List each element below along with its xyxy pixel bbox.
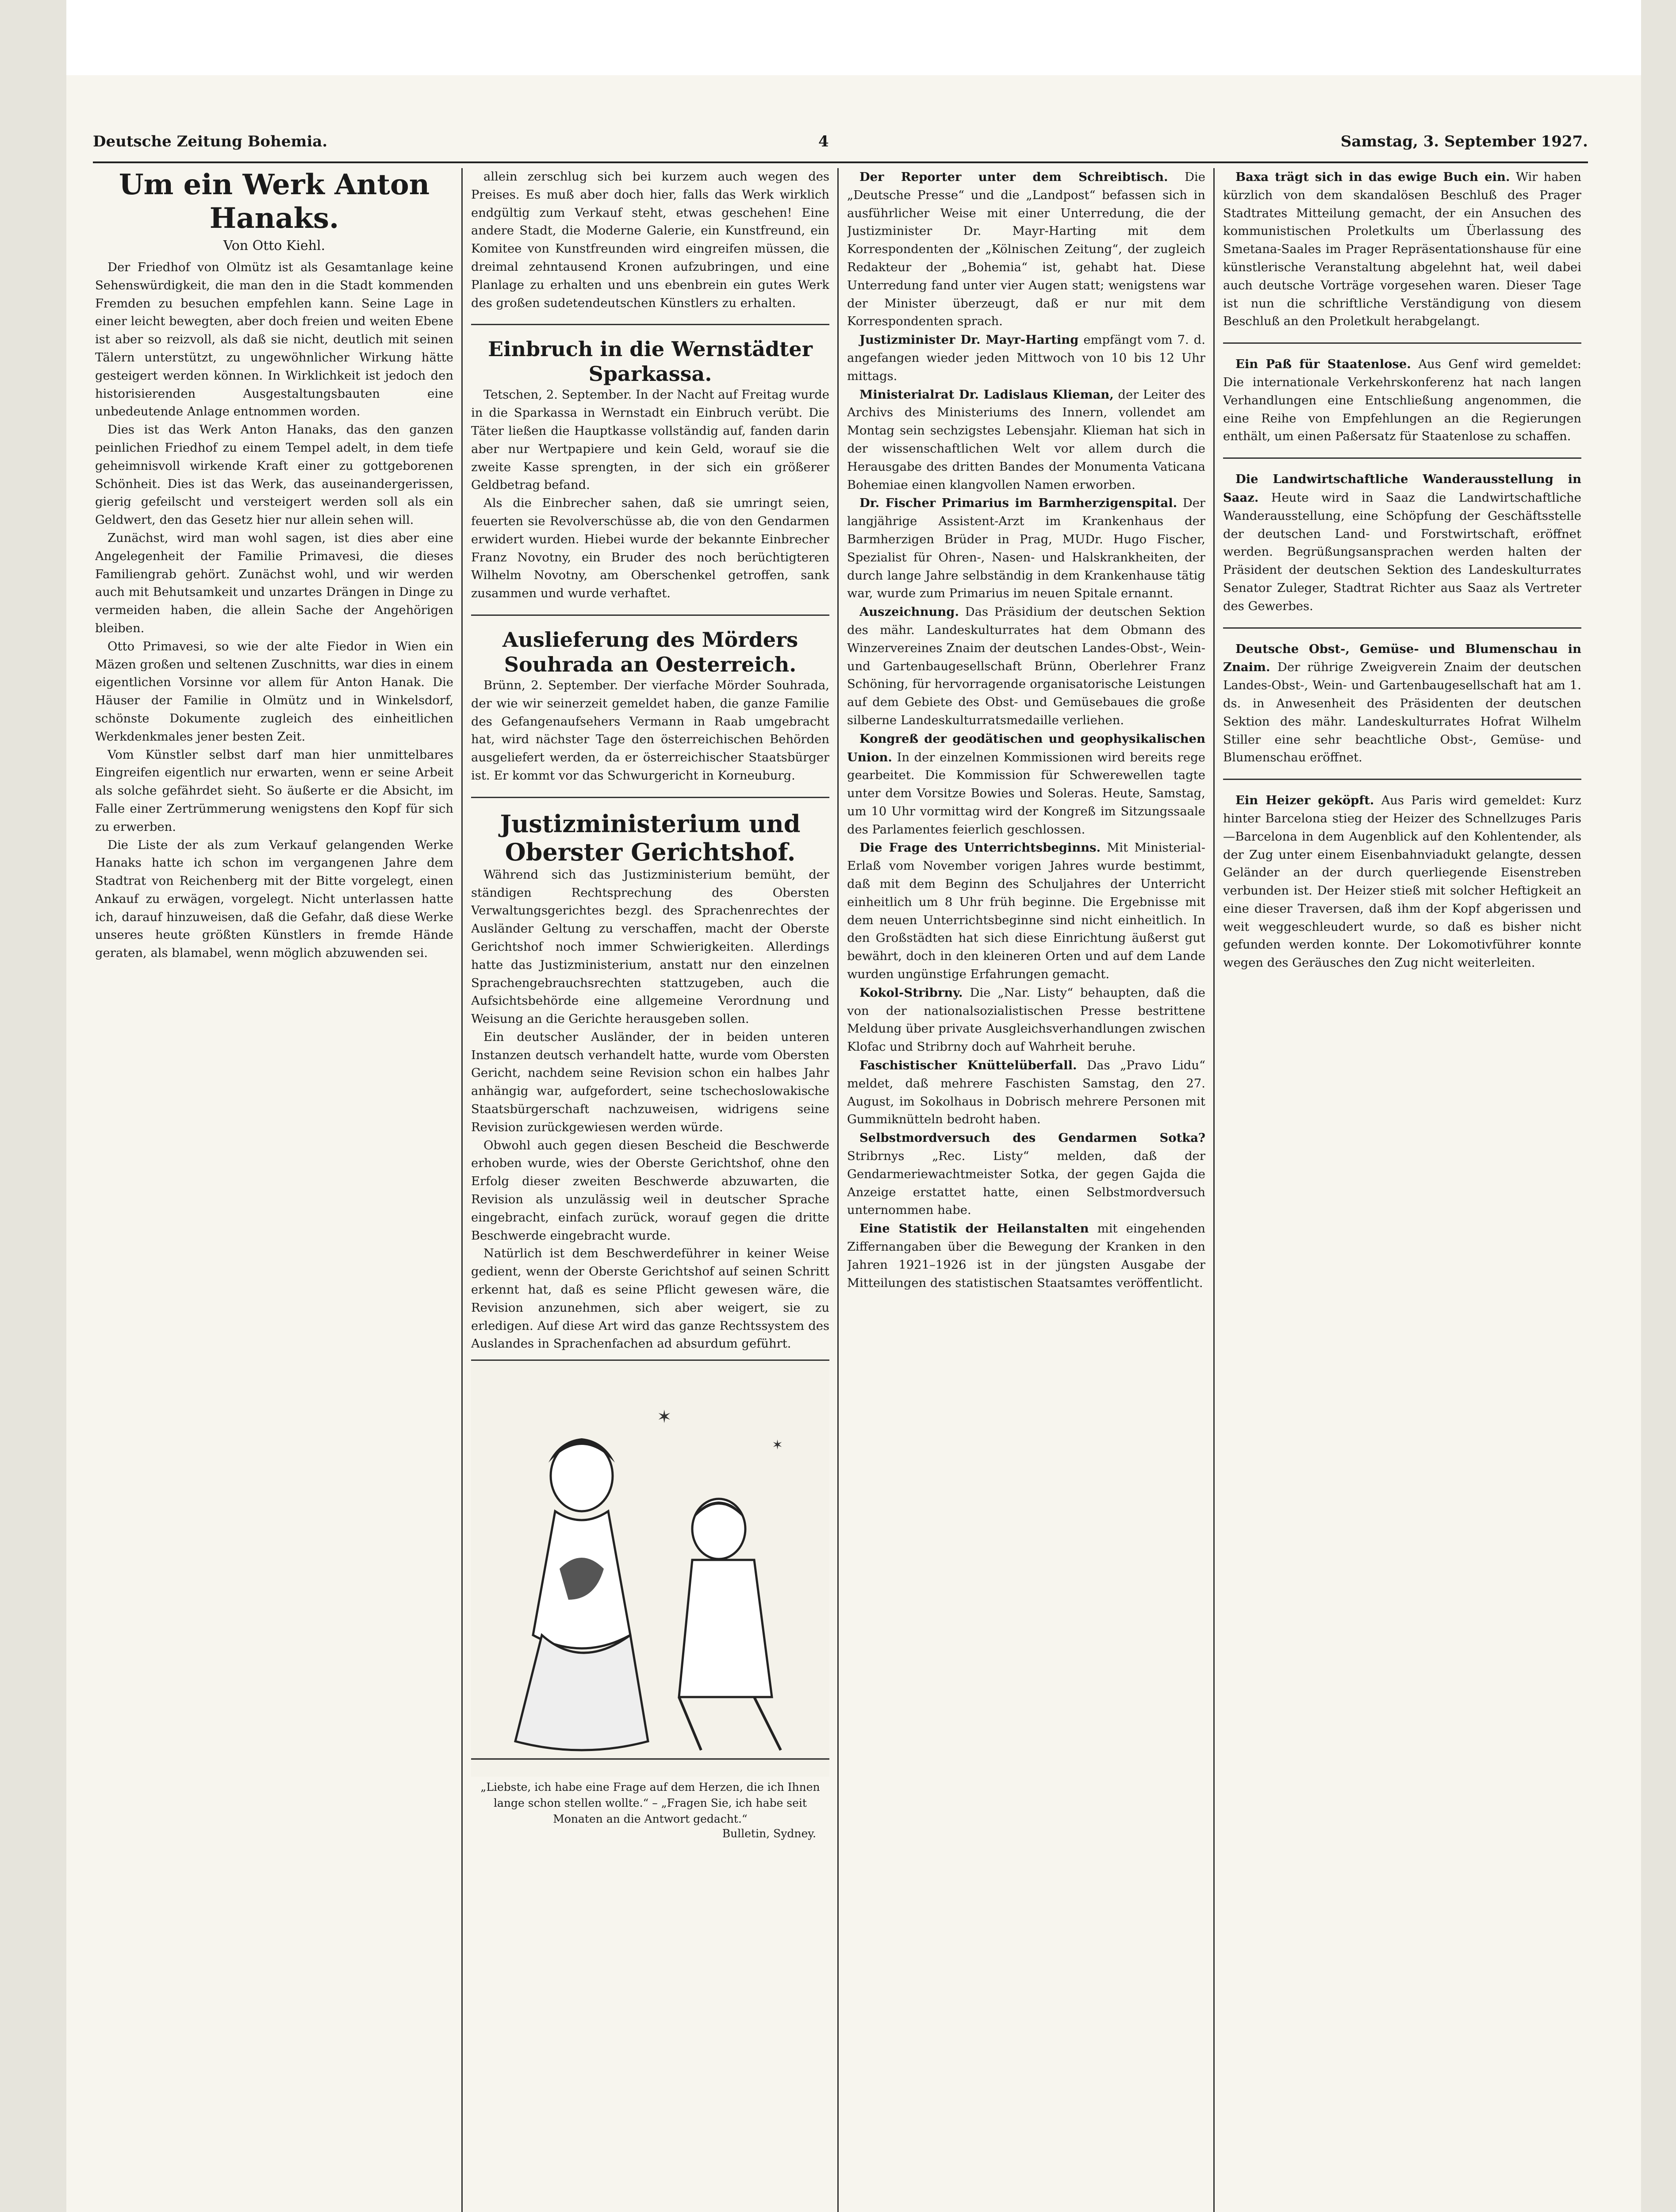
article-paragraph: Natürlich ist dem Beschwerdeführer in keiner Weise gedient, wenn der Oberste Gerichtshof auf seinen Schritt erkennt hat, daß es seine Pflicht gewesen wäre, die Revision anzunehmen, sich aber weigert, sie zu erledigen. Auf diese Art wird das ganze Rechtssystem des Auslandes in Sprachenfachen ad absurdum geführt. [471,1247,829,1351]
header-rule [93,161,1588,163]
news-item-head: Selbstmordversuch des Gendarmen Sotka? [859,1131,1205,1145]
article-divider [1223,457,1581,459]
column-2 [471,168,829,2212]
news-item [847,603,1205,730]
news-item-head: Ministerialrat Dr. Ladislaus Klieman, [859,387,1114,402]
svg-text:✶: ✶ [657,1407,672,1428]
news-item-text: empfängt vom 7. d. angefangen wieder jeden Mittwoch von 10 bis 12 Uhr mittags. [847,333,1205,383]
news-item [847,494,1205,603]
news-item-head: Deutsche Obst-, Gemüse- und Blumenschau in Znaim. [1223,641,1581,675]
news-item [847,386,1205,495]
article-paragraph: Zunächst, wird man wohl sagen, ist dies aber eine Angelegenheit der Familie Primavesi, die dieses Familiengrab gehört. Zunächst wohl, und wir werden auch mit Behutsamkeit und unzartes Drängen in Dinge zu vermeiden haben, die allein Sache der Angehörigen bleiben. [95,531,453,635]
news-item-text: Wir haben kürzlich von dem skandalösen Beschluß des Prager Stadtrates Mitteilung gemacht, der ein Ansuchen des kommunistischen Proletkults um Überlassung des Smetana-Saales im Prager Repräsentationshause für eine künstlerische Veranstaltung abgelehnt hat, weil dabei auch deutsche Vorträge vorgesehen waren. Dieser Tage ist nun die schriftliche Verständigung von diesem Beschluß an den Proletkult herabgelangt. [1223,170,1581,329]
cartoon-drawing [471,1361,829,1777]
article-paragraph: Tetschen, 2. September. In der Nacht auf Freitag wurde in die Sparkassa in Wernstadt ein Einbruch verübt. Die Täter ließen die Hauptkasse vollständig auf, fanden darin aber nur Wertpapiere und kein Geld, worauf sie die zweite Kasse sprengten, in der sich ein größerer Geldbetrag befand. [471,388,829,492]
news-item-text: Aus Genf wird gemeldet: Die internationale Verkehrskonferenz hat nach langen Verhandlungen eine Entschließung angenommen, die eine Reihe von Empfehlungen an die Regierungen enthält, um einen Paßersatz für Staatenlose zu schaffen. [1223,357,1581,444]
news-item-head: Faschistischer Knüttelüberfall. [859,1058,1077,1073]
article-paragraph: Während sich das Justizministerium bemüht, der ständigen Rechtsprechung des Obersten Verwaltungsgerichtes bezgl. des Sprachenrechtes der Ausländer Geltung zu verschaffen, macht der Oberste Gerichtshof noch immer Schwierigkeiten. Allerdings hatte das Justizministerium, anstatt nur den einzelnen Sprachengebrauchsrechten stattzugeben, auch die Aufsichtsbehörde eine allgemeine Verordnung und Weisung an die Gerichte herausgeben sollen. [471,868,829,1026]
news-item [847,168,1205,331]
news-item-head: Ein Heizer geköpft. [1235,793,1374,808]
news-item-text: Der langjährige Assistent-Arzt im Krankenhaus der Barmherzigen Brüder in Prag, MUDr. Hugo Fischer, Spezialist für Ohren-, Nasen- und Halskrankheiten, der durch lange Jahre selbständig in dem Krankenhause tätig war, wurde zum Primarius im neuen Spitale ernannt. [847,496,1205,601]
scan-margin-right [1641,0,1676,2212]
news-item-text: Die „Nar. Listy“ behaupten, daß die von der nationalsozialistischen Presse bestrittene Meldung über private Ausgleichsverhandlungen zwischen Klofac und Stribrny doch auf Wahrheit beruhe. [847,986,1205,1054]
news-item-text: Stribrnys „Rec. Listy“ melden, daß der Gendarmeriewachtmeister Sotka, der gegen Gajda die Anzeige erstattet hatte, einen Selbstmordversuch unternommen habe. [847,1149,1205,1217]
article-title: Um ein Werk Anton Hanaks. [119,168,430,235]
news-item [1223,355,1581,446]
article-divider [471,614,829,616]
column-4 [1223,168,1581,2212]
issue-date: Samstag, 3. September 1927. [1340,133,1588,150]
news-item [847,1129,1205,1220]
article-title: Einbruch in die Wernstädter Sparkassa. [488,337,813,386]
page-number: 4 [818,133,829,150]
article-title: Auslieferung des Mörders Souhrada an Oesterreich. [502,627,798,676]
article-paragraph: Vom Künstler selbst darf man hier unmittelbares Eingreifen eigentlich nur erwarten, wenn er seine Arbeit als solche gefährdet sieht. So äußerte er die Absicht, im Falle einer Zertrümmerung wenigstens den Kopf für sich zu erwerben. [95,748,453,834]
news-item-head: Eine Statistik der Heilanstalten [859,1221,1089,1236]
column-3 [847,168,1205,2212]
svg-text:✶: ✶ [772,1437,783,1453]
news-item-head: Ein Paß für Staatenlose. [1235,357,1411,372]
article-divider [471,797,829,798]
article-paragraph: Otto Primavesi, so wie der alte Fiedor in Wien ein Mäzen großen und seltenen Zuschnitts, war dies in einem eigentlichen Vorsinne vor allem für Anton Hanak. Die Häuser der Familie in Olmütz und in Winkelsdorf, schönste Dokumente zugleich des einheitlichen Werkdenkmales jener besten Zeit. [95,639,453,744]
article-paragraph: Die Liste der als zum Verkauf gelangenden Werke Hanaks hatte ich schon im vergangenen Jahre dem Stadtrat von Reichenberg mit der Bitte vorgelegt, einen Ankauf zu erwägen, vorgelegt. Nicht unterlassen hatte ich, darauf hinzuweisen, daß die Gefahr, daß diese Werke unseres heute größten Künstlers in fremde Hände geraten, als blamabel, wenn möglich abzuwenden sei. [95,838,453,960]
cartoon-illustration [471,1359,829,1777]
news-item-text: Der rührige Zweigverein Znaim der deutschen Landes-Obst-, Wein- und Gartenbaugesellschaft hat am 1. ds. in Anwesenheit des Präsidenten der deutschen Sektion des mähr. Landeskulturrates Hofrat Wilhelm Stiller eine sehr beachtliche Obst-, Gemüse- und Blumenschau eröffnet. [1223,661,1581,765]
column-divider [461,168,463,2212]
cartoon-source: Bulletin, Sydney. [722,1827,816,1840]
news-item [1223,640,1581,768]
news-item-text: Die „Deutsche Presse“ und die „Landpost“ befassen sich in ausführlicher Weise mit einer Unterredung, die der Justizminister Dr. Mayr-Harting mit dem Korrespondenten der „Kölnischen Zeitung“, der zugleich Redakteur der „Bohemia“ ist, gehabt hat. Diese Unterredung fand unter vier Augen statt; wenigstens war der Minister überzeugt, daß er nur mit dem Korrespondenten sprach. [847,170,1205,329]
newspaper-name: Deutsche Zeitung Bohemia. [93,133,328,150]
news-item-text: Das Präsidium der deutschen Sektion des mähr. Landeskulturrates hat dem Obmann des Winzervereines Znaim der deutschen Landes-Obst-, Wein- und Gartenbaugesellschaft Brünn, Oberlehrer Franz Schöning, für hervorragende organisatorische Leistungen auf dem Gebiete des Obst- und Gemüsebaues die große silberne Landeskulturratsmedaille verliehen. [847,605,1205,727]
article-paragraph: Der Friedhof von Olmütz ist als Gesamtanlage keine Sehenswürdigkeit, die man den in die Stadt kommenden Fremden zu besuchen empfehlen kann. Seine Lage in einer leicht bewegten, aber doch freien und weiten Ebene ist aber so reizvoll, als daß sie nicht, deutlich mit seinen Tälern unterstützt, zu ungewöhnlicher Wirkung hätte gesteigert werden können. In Wirklichkeit ist jedoch den historisierenden Ausgestaltungsbauten eine unbedeutende Anlage entnommen worden. [95,261,453,419]
news-item [847,1220,1205,1292]
scan-margin-left [0,0,66,2212]
article-paragraph: Ein deutscher Ausländer, der in beiden unteren Instanzen deutsch verhandelt hatte, wurde vom Obersten Gericht, nachdem seine Revision schon ein halbes Jahr anhängig war, aufgefordert, seine tschechoslowakische Staatsbürgerschaft nachzuweisen, widrigens seine Revision zurückgewiesen werden würde. [471,1030,829,1134]
article-paragraph: Brünn, 2. September. Der vierfache Mörder Souhrada, der wie wir seinerzeit gemeldet haben, die ganze Familie des Gefangenaufsehers Vermann in Raab umgebracht hat, wird nächster Tage den österreichischen Behörden ausgeliefert werden, da er österreichischer Staatsbürger ist. Er kommt vor das Schwurgericht in Korneuburg. [471,678,829,783]
news-item-head: Baxa trägt sich in das ewige Buch ein. [1235,170,1510,184]
article-divider [1223,779,1581,780]
news-item-head: Kongreß der geodätischen und geophysikalischen Union. [847,731,1205,764]
article-divider [1223,627,1581,629]
news-item-head: Der Reporter unter dem Schreibtisch. [859,170,1168,184]
column-divider [1213,168,1215,2212]
article-paragraph: Obwohl auch gegen diesen Bescheid die Beschwerde erhoben wurde, wies der Oberste Gerichtshof, ohne den Erfolg dieser zweiten Beschwerde abzuwarten, die Revision als unzulässig weil in deutscher Sprache eingebracht, einfach zurück, worauf gegen die dritte Beschwerde eingebracht wurde. [471,1138,829,1243]
news-item [847,839,1205,983]
article-title: Justizministerium und Oberster Gerichtshof. [500,809,801,866]
article-divider [471,324,829,325]
article-paragraph: Als die Einbrecher sahen, daß sie umringt seien, feuerten sie Revolverschüsse ab, die von den Gendarmen erwidert wurden. Hiebei wurde der bekannte Einbrecher Franz Novotny, ein Bruder des noch berüchtigteren Wilhelm Novotny, am Oberschenkel getroffen, sank zusammen und wurde verhaftet. [471,496,829,601]
news-item-text: mit eingehenden Ziffernangaben über die Bewegung der Kranken in den Jahren 1921–1926 ist in der jüngsten Ausgabe der Mitteilungen des statistischen Staatsamtes veröffentlicht. [847,1222,1205,1290]
news-item-head: Die Frage des Unterrichtsbeginns. [859,841,1101,855]
news-item-text: der Leiter des Archivs des Ministeriums des Innern, vollendet am Montag sein sechzigstes Lebensjahr. Klieman hat sich in der wissenschaftlichen Welt vor allem durch die Herausgabe des dritten Bandes der Monumenta Vaticana Bohemiae einen klangvollen Namen erworben. [847,388,1205,492]
news-item [1223,791,1581,972]
article-paragraph: allein zerschlug sich bei kurzem auch wegen des Preises. Es muß aber doch hier, falls das Werk wirklich endgültig zum Verkauf steht, etwas geschehen! Eine andere Stadt, die Moderne Galerie, ein Kunstfreund, ein Komitee von Kunstfreunden wird eingreifen müssen, die dreimal zehntausend Kronen aufzubringen, und eine Planlage zu erhalten und uns ebenbrein ein gutes Werk des großen sudetendeutschen Künstlers zu erhalten. [471,170,829,310]
news-item-head: Kokol-Stribrny. [859,985,963,1000]
article-paragraph: Dies ist das Werk Anton Hanaks, das den ganzen peinlichen Friedhof zu einem Tempel adelt, in dem tiefe geheimnisvoll wirkende Kraft einer zu gottgeborenen Schönheit. Dies ist das Werk, das auseinandergerissen, gierig gefeilscht und versteigert werden soll als ein Geldwert, den das Gesetz hier nur allein sehen will. [95,423,453,527]
news-item-head: Justizminister Dr. Mayr-Harting [859,333,1079,347]
news-item-head: Die Landwirtschaftliche Wanderausstellung in Saaz. [1223,472,1581,505]
masthead-line [93,133,1588,159]
news-item-text: Mit Ministerial-Erlaß vom November vorigen Jahres wurde bestimmt, daß mit dem Beginn des Schuljahres der Unterricht einheitlich um 8 Uhr früh beginne. Die Ergebnisse mit dem neuen Unterrichtsbeginne sind nicht einheitlich. In den Großstädten hat sich diese Einrichtung äußerst gut bewährt, doch in den kleineren Orten und auf dem Lande wurden ungünstige Erfahrungen gemacht. [847,841,1205,982]
news-item [847,1056,1205,1129]
news-item-text: Das „Pravo Lidu“ meldet, daß mehrere Faschisten Samstag, den 27. August, im Sokolhaus in Dobrisch mehrere Personen mit Gummiknütteln bedroht haben. [847,1059,1205,1127]
article-byline: Von Otto Kiehl. [223,238,326,253]
news-item [1223,168,1581,331]
column-divider [837,168,839,2212]
column-1 [95,168,453,2212]
news-item [847,331,1205,385]
article-divider [1223,342,1581,344]
news-item-head: Auszeichnung. [859,605,959,619]
news-item-head: Dr. Fischer Primarius im Barmherzigenspital. [859,496,1177,511]
news-item [1223,470,1581,615]
news-item [847,984,1205,1056]
cartoon-caption: „Liebste, ich habe eine Frage auf dem Herzen, die ich Ihnen lange schon stellen wollte.“ – „Fragen Sie, ich habe seit Monaten an die Antwort gedacht.“ [480,1781,820,1826]
news-item-text: In der einzelnen Kommissionen wird bereits rege gearbeitet. Die Kommission für Schwerewellen tagte unter dem Vorsitze Bowies und Soleras. Heute, Samstag, um 10 Uhr vormittag wird der Kongreß im Sitzungssaale des Parlamentes feierlich geschlossen. [847,750,1205,837]
news-item [847,730,1205,839]
news-item-text: Heute wird in Saaz die Landwirtschaftliche Wanderausstellung, eine Schöpfung der Geschäftsstelle der deutschen Land- und Forstwirtschaft, eröffnet werden. Begrüßungsansprachen werden halten der Präsident der deutschen Sektion des Landeskulturrates Senator Zuleger, Stadtrat Richter aus Saaz als Vertreter des Gewerbes. [1223,491,1581,613]
news-item-text: Aus Paris wird gemeldet: Kurz hinter Barcelona stieg der Heizer des Schnellzuges Paris—Barcelona in dem Augenblick auf den Kohlentender, als der Zug unter einem Eisenbahnviadukt gelangte, dessen Geländer an der durch querliegende Eisenstreben verbunden ist. Der Heizer stieß mit solcher Heftigkeit an eine dieser Traversen, daß ihm der Kopf abgerissen und weit weggeschleudert wurde, so daß es bisher nicht gefunden werden konnte. Der Lokomotivführer konnte wegen des Geräusches den Zug nicht weiterleiten. [1223,794,1581,970]
